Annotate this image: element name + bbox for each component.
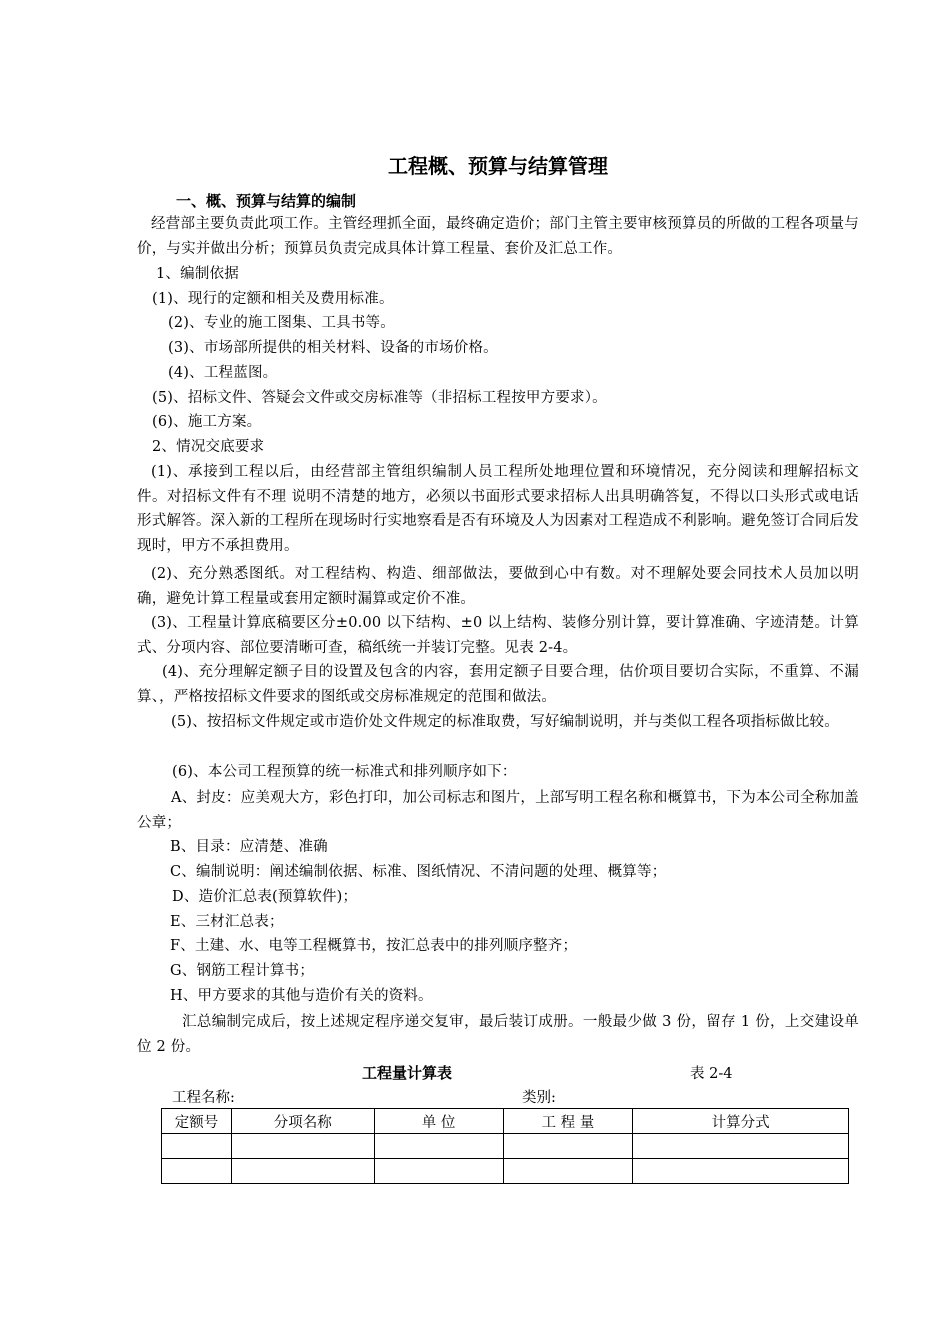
format-list-item: A、封皮：应美观大方，彩色打印，加公司标志和图片，上部写明工程名称和概算书，下为本公司全称加盖公章； <box>137 790 859 831</box>
basis-item: (5)、招标文件、答疑会文件或交房标准等（非招标工程按甲方要求）。 <box>152 390 607 406</box>
table-header-cell: 计算分式 <box>633 1109 849 1134</box>
table-row <box>162 1159 849 1184</box>
table-cell <box>231 1159 374 1184</box>
disclosure-paragraph: (5)、按招标文件规定或市造价处文件规定的标准取费，写好编制说明，并与类似工程各项指标做比较。 <box>171 714 839 730</box>
table-number: 表 2-4 <box>690 1066 733 1082</box>
page-title: 工程概、预算与结算管理 <box>388 154 608 178</box>
basis-heading: 1、编制依据 <box>156 266 239 282</box>
table-cell <box>633 1134 849 1159</box>
basis-item: (6)、施工方案。 <box>152 414 262 430</box>
disclosure-paragraph: (3)、工程量计算底稿要区分±0.00 以下结构、±0 以上结构、装修分别计算，要计算准确、字迹清楚。计算式、分项内容、部位要清晰可查，稿纸统一并装订完整。见表 2-4。 <box>137 615 859 656</box>
format-list-item: H、甲方要求的其他与造价有关的资料。 <box>170 988 433 1004</box>
table-header-cell: 单 位 <box>374 1109 503 1134</box>
disclosure-paragraph: (1)、承接到工程以后，由经营部主管组织编制人员工程所处地理位置和环境情况，充分阅读和理解招标文件。对招标文件有不理 说明不清楚的地方，必须以书面形式要求招标人出具明确答复，不得以口头形式或电话形式解答。深入新的工程所在现场时行实地察看是否有环境及人为因素对工程造成不利影响。避免签订合同后发现时，甲方不承担费用。 <box>137 464 859 554</box>
table-cell <box>374 1134 503 1159</box>
basis-item: (3)、市场部所提供的相关材料、设备的市场价格。 <box>168 340 498 356</box>
basis-item: (4)、工程蓝图。 <box>168 365 278 381</box>
disclosure-paragraph: (4)、充分理解定额子目的设置及包含的内容，套用定额子目要合理，估价项目要切合实际，不重算、不漏算、，严格按招标文件要求的图纸或交房标准规定的范围和做法。 <box>137 664 859 705</box>
format-list-item: G、钢筋工程计算书； <box>170 963 315 979</box>
basis-item: (2)、专业的施工图集、工具书等。 <box>168 315 395 331</box>
quantity-calculation-table <box>161 1108 849 1184</box>
table-cell <box>374 1159 503 1184</box>
disclosure-heading: 2、情况交底要求 <box>152 439 265 455</box>
intro-paragraph: 经营部主要负责此项工作。主管经理抓全面，最终确定造价；部门主管主要审核预算员的所做的工程各项量与价，与实并做出分析；预算员负责完成具体计算工程量、套价及汇总工作。 <box>137 216 859 257</box>
section-heading: 一、概、预算与结算的编制 <box>176 192 357 210</box>
table-cell <box>503 1159 633 1184</box>
project-name-label: 工程名称: <box>172 1090 235 1106</box>
table-cell <box>633 1159 849 1184</box>
table-row <box>162 1134 849 1159</box>
table-header-cell: 工 程 量 <box>503 1109 633 1134</box>
format-list-item: B、目录：应清楚、准确 <box>170 839 328 855</box>
format-list-item: D、造价汇总表(预算软件)； <box>172 889 358 905</box>
format-list-item: F、土建、水、电等工程概算书，按汇总表中的排列顺序整齐； <box>170 938 578 954</box>
disclosure-paragraph: (6)、本公司工程预算的统一标准式和排列顺序如下： <box>172 764 517 780</box>
table-header-cell: 分项名称 <box>231 1109 374 1134</box>
format-list-item: C、编制说明：阐述编制依据、标准、图纸情况、不清问题的处理、概算等； <box>170 864 667 880</box>
category-label: 类别: <box>522 1090 556 1106</box>
format-list-item: E、三材汇总表； <box>170 914 284 930</box>
table-title: 工程量计算表 <box>362 1064 453 1082</box>
summary-paragraph: 汇总编制完成后，按上述规定程序递交复审，最后装订成册。一般最少做 3 份，留存 1 份，上交建设单位 2 份。 <box>137 1014 859 1055</box>
disclosure-paragraph: (2)、充分熟悉图纸。对工程结构、构造、细部做法，要做到心中有数。对不理解处要会同技术人员加以明确，避免计算工程量或套用定额时漏算或定价不准。 <box>137 566 859 607</box>
table-cell <box>503 1134 633 1159</box>
basis-item: (1)、现行的定额和相关及费用标准。 <box>152 291 394 307</box>
table-cell <box>231 1134 374 1159</box>
table-header-row <box>162 1109 849 1134</box>
table-cell <box>162 1134 232 1159</box>
table-cell <box>162 1159 232 1184</box>
table-header-cell: 定额号 <box>162 1109 232 1134</box>
